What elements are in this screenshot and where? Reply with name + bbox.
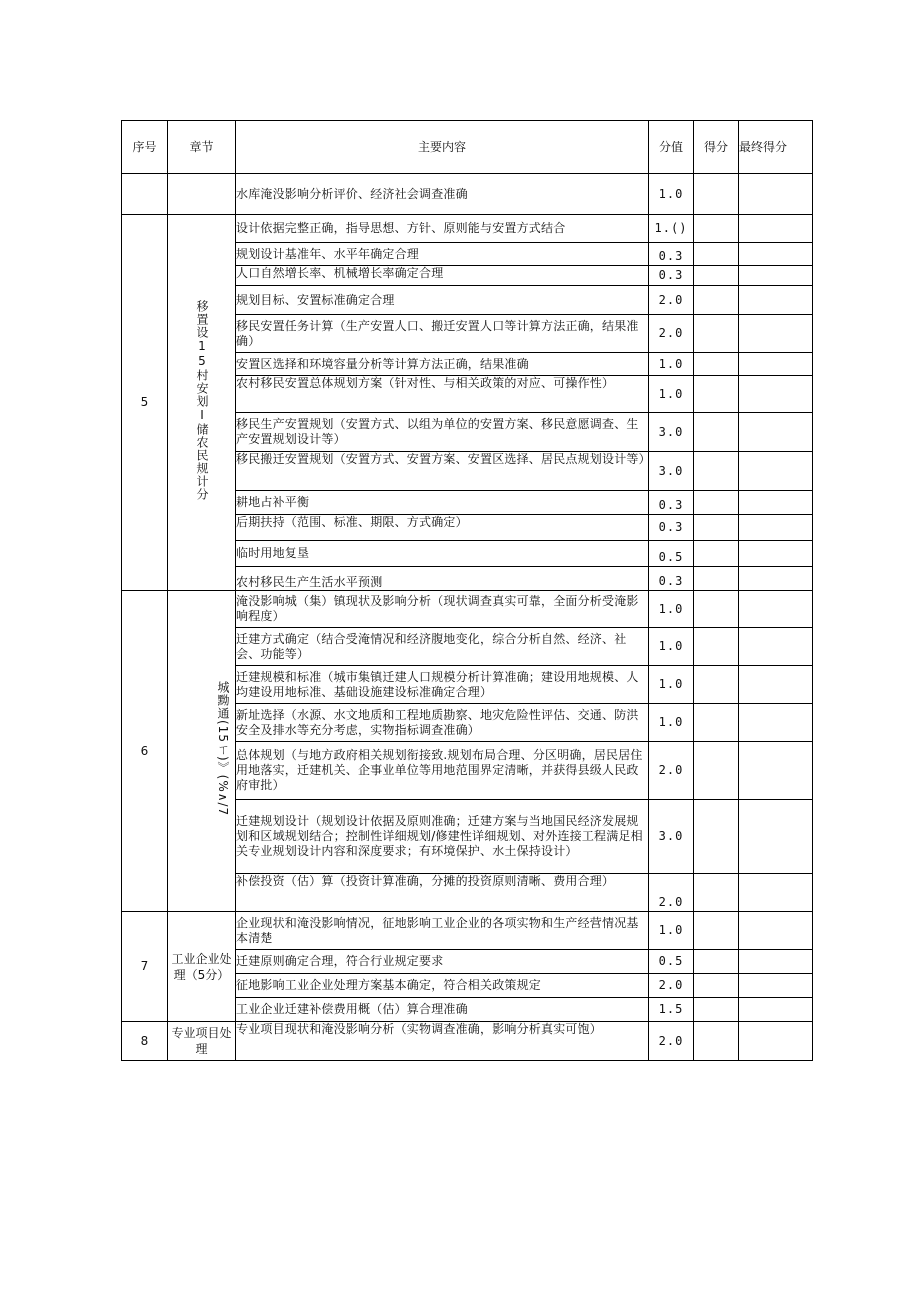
content-cell: 移民搬迁安置规划（安置方式、安置方案、安置区选择、居民点规划设计等） bbox=[236, 452, 649, 491]
table-row bbox=[122, 215, 813, 243]
final-cell[interactable] bbox=[739, 286, 813, 315]
score-cell: 1.0 bbox=[649, 912, 694, 950]
content-cell: 农村移民安置总体规划方案（针对性、与相关政策的对应、可操作性） bbox=[236, 376, 649, 413]
content-cell: 设计依据完整正确，指导思想、方针、原则能与安置方式结合 bbox=[236, 215, 649, 243]
content-cell: 迁建原则确定合理，符合行业规定要求 bbox=[236, 950, 649, 974]
header-chapter: 章节 bbox=[168, 121, 236, 174]
header-score: 分值 bbox=[649, 121, 694, 174]
header-final: 最终得分 bbox=[739, 121, 813, 174]
got-cell[interactable] bbox=[694, 413, 739, 452]
score-cell: 3.0 bbox=[649, 452, 694, 491]
got-cell[interactable] bbox=[694, 950, 739, 974]
evaluation-table bbox=[121, 120, 813, 1061]
score-cell: 0.3 bbox=[649, 567, 694, 591]
score-cell: 2.0 bbox=[649, 286, 694, 315]
final-cell[interactable] bbox=[739, 591, 813, 628]
got-cell[interactable] bbox=[694, 215, 739, 243]
final-cell[interactable] bbox=[739, 413, 813, 452]
got-cell[interactable] bbox=[694, 704, 739, 742]
got-cell[interactable] bbox=[694, 266, 739, 286]
header-content: 主要内容 bbox=[236, 121, 649, 174]
final-cell[interactable] bbox=[739, 243, 813, 266]
got-cell[interactable] bbox=[694, 742, 739, 800]
content-cell: 迁建规模和标准（城市集镇迁建人口规模分析计算准确；建设用地规模、人均建设用地标准、基础设施建设标准确定合理） bbox=[236, 666, 649, 704]
score-cell: 1.5 bbox=[649, 998, 694, 1022]
score-cell: 0.3 bbox=[649, 243, 694, 266]
chapter-cell bbox=[168, 174, 236, 215]
score-cell: 1.0 bbox=[649, 174, 694, 215]
got-cell[interactable] bbox=[694, 591, 739, 628]
seq-cell bbox=[122, 174, 168, 215]
final-cell[interactable] bbox=[739, 800, 813, 874]
content-cell: 征地影响工业企业处理方案基本确定，符合相关政策规定 bbox=[236, 974, 649, 998]
content-cell: 规划设计基准年、水平年确定合理 bbox=[236, 243, 649, 266]
final-cell[interactable] bbox=[739, 567, 813, 591]
content-cell: 耕地占补平衡 bbox=[236, 491, 649, 515]
score-cell: 0.3 bbox=[649, 515, 694, 541]
section-seq-7: 7 bbox=[122, 912, 168, 1022]
score-cell: 1.0 bbox=[649, 628, 694, 666]
score-cell: 1.0 bbox=[649, 666, 694, 704]
table-row bbox=[122, 174, 813, 215]
content-cell: 迁建方式确定（结合受淹情况和经济腹地变化，综合分析自然、经济、社会、功能等） bbox=[236, 628, 649, 666]
chapter-7-label: 工业企业处理（5分） bbox=[171, 951, 232, 982]
chapter-8-label: 专业项目处理 bbox=[171, 1026, 232, 1056]
score-cell: 3.0 bbox=[649, 413, 694, 452]
got-cell[interactable] bbox=[694, 353, 739, 376]
score-cell: 0.3 bbox=[649, 491, 694, 515]
content-cell: 淹没影响城（集）镇现状及影响分析（现状调查真实可靠，全面分析受淹影响程度） bbox=[236, 591, 649, 628]
table-row bbox=[122, 1022, 813, 1061]
final-cell[interactable] bbox=[739, 974, 813, 998]
section-seq-8: 8 bbox=[122, 1022, 168, 1061]
score-cell: 2.0 bbox=[649, 974, 694, 998]
final-cell[interactable] bbox=[739, 515, 813, 541]
got-cell[interactable] bbox=[694, 315, 739, 353]
got-cell[interactable] bbox=[694, 174, 739, 215]
content-cell: 水库淹没影响分析评价、经济社会调查准确 bbox=[236, 174, 649, 215]
content-cell: 专业项目现状和淹没影响分析（实物调查准确，影响分析真实可饱） bbox=[236, 1022, 649, 1061]
content-cell: 人口自然增长率、机械增长率确定合理 bbox=[236, 266, 649, 286]
got-cell[interactable] bbox=[694, 874, 739, 912]
chapter-6-label: 城黝通(15ㄒ)》(%∧/7 bbox=[216, 681, 230, 817]
section-seq-6: 6 bbox=[122, 591, 168, 912]
final-cell[interactable] bbox=[739, 704, 813, 742]
got-cell[interactable] bbox=[694, 998, 739, 1022]
final-cell[interactable] bbox=[739, 315, 813, 353]
score-cell: 0.5 bbox=[649, 950, 694, 974]
content-cell: 补偿投资（估）算（投资计算准确，分摊的投资原则清晰、费用合理） bbox=[236, 874, 649, 912]
final-cell[interactable] bbox=[739, 874, 813, 912]
final-cell[interactable] bbox=[739, 950, 813, 974]
final-cell[interactable] bbox=[739, 666, 813, 704]
got-cell[interactable] bbox=[694, 567, 739, 591]
got-cell[interactable] bbox=[694, 286, 739, 315]
score-cell: 2.0 bbox=[649, 742, 694, 800]
score-cell: 1.0 bbox=[649, 376, 694, 413]
final-cell[interactable] bbox=[739, 541, 813, 567]
got-cell[interactable] bbox=[694, 541, 739, 567]
content-cell: 新址选择（水源、水文地质和工程地质勘察、地灾危险性评估、交通、防洪安全及排水等充分考虑，实物指标调查准确） bbox=[236, 704, 649, 742]
final-cell[interactable] bbox=[739, 376, 813, 413]
got-cell[interactable] bbox=[694, 800, 739, 874]
content-cell: 临时用地复垦 bbox=[236, 541, 649, 567]
content-cell: 总体规划（与地方政府相关规划衔接致.规划布局合理、分区明确，居民居住用地落实，迁建机关、企事业单位等用地范围界定清晰，并获得县级人民政府审批） bbox=[236, 742, 649, 800]
header-seq: 序号 bbox=[122, 121, 168, 174]
got-cell[interactable] bbox=[694, 243, 739, 266]
score-cell: 2.0 bbox=[649, 315, 694, 353]
score-cell: 1.0 bbox=[649, 704, 694, 742]
final-cell[interactable] bbox=[739, 353, 813, 376]
got-cell[interactable] bbox=[694, 666, 739, 704]
content-cell: 工业企业迁建补偿费用概（估）算合理准确 bbox=[236, 998, 649, 1022]
score-cell: 0.5 bbox=[649, 541, 694, 567]
score-cell: 2.0 bbox=[649, 874, 694, 912]
content-cell: 迁建规划设计（规划设计依据及原则准确；迁建方案与当地国民经济发展规划和区域规划结合；控制性详细规划/修建性详细规划、对外连接工程满足相关专业规划设计内容和深度要求；有环境保护、水土保持设计） bbox=[236, 800, 649, 874]
section-chapter-6 bbox=[168, 591, 236, 912]
chapter-5-label: 移置设15村安划I储农民规计分 bbox=[195, 300, 209, 501]
content-cell: 移民安置任务计算（生产安置人口、搬迁安置人口等计算方法正确，结果准确） bbox=[236, 315, 649, 353]
score-cell: 1.0 bbox=[649, 353, 694, 376]
content-cell: 移民生产安置规划（安置方式、以组为单位的安置方案、移民意愿调查、生产安置规划设计等） bbox=[236, 413, 649, 452]
final-cell[interactable] bbox=[739, 1022, 813, 1061]
score-cell: 1.() bbox=[649, 215, 694, 243]
got-cell[interactable] bbox=[694, 452, 739, 491]
score-cell: 3.0 bbox=[649, 800, 694, 874]
content-cell: 规划目标、安置标准确定合理 bbox=[236, 286, 649, 315]
header-got: 得分 bbox=[694, 121, 739, 174]
score-cell: 1.0 bbox=[649, 591, 694, 628]
final-cell[interactable] bbox=[739, 742, 813, 800]
content-cell: 后期扶持（范围、标准、期限、方式确定） bbox=[236, 515, 649, 541]
got-cell[interactable] bbox=[694, 912, 739, 950]
final-cell[interactable] bbox=[739, 628, 813, 666]
score-cell: 0.3 bbox=[649, 266, 694, 286]
got-cell[interactable] bbox=[694, 515, 739, 541]
final-cell[interactable] bbox=[739, 215, 813, 243]
final-cell[interactable] bbox=[739, 491, 813, 515]
got-cell[interactable] bbox=[694, 491, 739, 515]
section-seq-5: 5 bbox=[122, 215, 168, 591]
content-cell: 农村移民生产生活水平预测 bbox=[236, 567, 649, 591]
final-cell[interactable] bbox=[739, 452, 813, 491]
section-chapter-8 bbox=[168, 1022, 236, 1061]
section-chapter-5 bbox=[168, 215, 236, 591]
table-row bbox=[122, 912, 813, 950]
got-cell[interactable] bbox=[694, 974, 739, 998]
content-cell: 安置区选择和环境容量分析等计算方法正确，结果准确 bbox=[236, 353, 649, 376]
header-row bbox=[122, 121, 813, 174]
got-cell[interactable] bbox=[694, 376, 739, 413]
final-cell[interactable] bbox=[739, 912, 813, 950]
score-cell: 2.0 bbox=[649, 1022, 694, 1061]
final-cell[interactable] bbox=[739, 174, 813, 215]
final-cell[interactable] bbox=[739, 266, 813, 286]
content-cell: 企业现状和淹没影响情况，征地影响工业企业的各项实物和生产经营情况基本清楚 bbox=[236, 912, 649, 950]
section-chapter-7 bbox=[168, 912, 236, 1022]
got-cell[interactable] bbox=[694, 628, 739, 666]
final-cell[interactable] bbox=[739, 998, 813, 1022]
got-cell[interactable] bbox=[694, 1022, 739, 1061]
table-row bbox=[122, 591, 813, 628]
